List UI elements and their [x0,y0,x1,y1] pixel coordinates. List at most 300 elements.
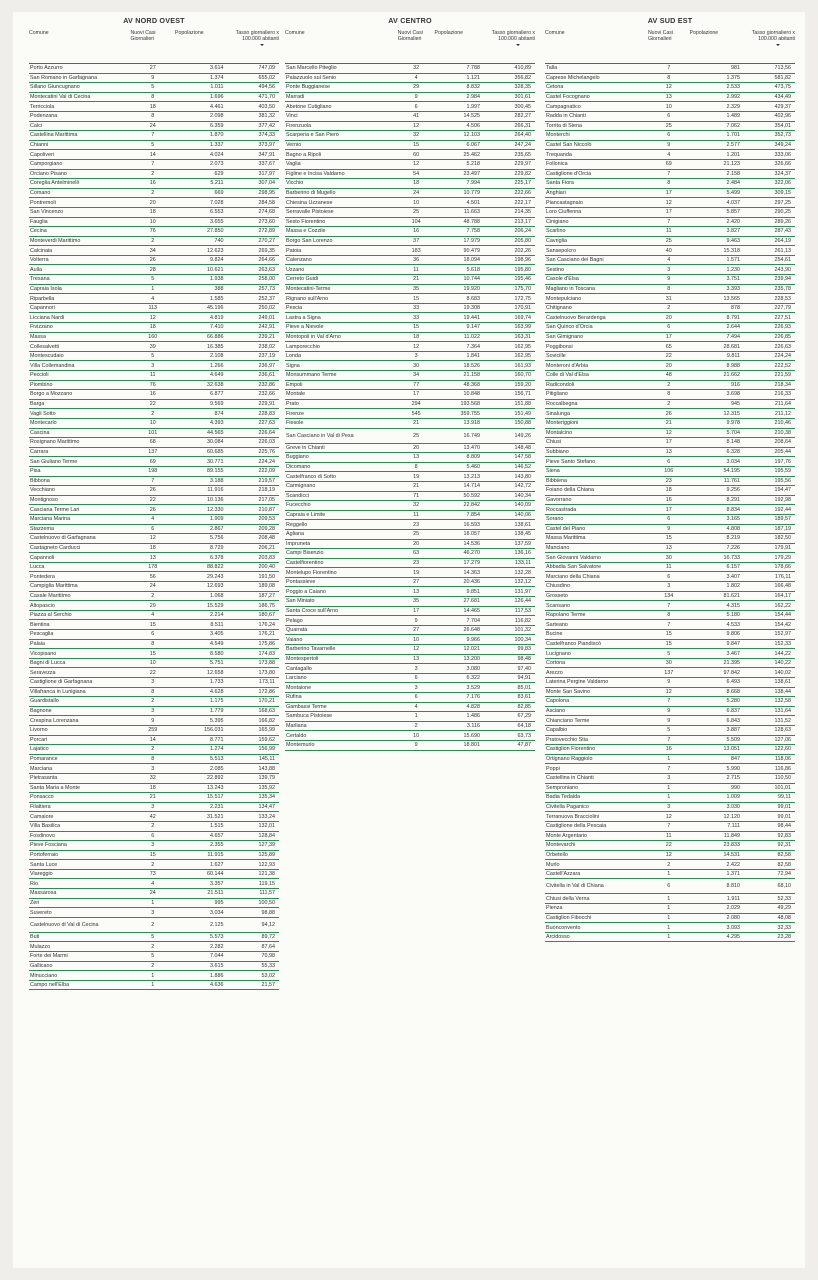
header-comune[interactable]: Comune [29,30,130,64]
table-row [285,236,535,246]
header-popolazione[interactable]: Popolazione [434,30,485,64]
popolazione-cell: 9.806 [690,630,746,640]
header-comune[interactable]: Comune [545,30,648,64]
nuovi-casi-cell: 137 [130,447,175,457]
tasso-cell: 191,50 [229,572,279,582]
tasso-cell: 170,21 [229,697,279,707]
table-row [545,764,795,774]
tasso-cell: 85,01 [486,683,535,693]
popolazione-cell: 3.093 [690,923,746,933]
comune-cell: Vecchiano [29,486,130,496]
comune-cell: Badia Tedalda [545,793,648,803]
comune-cell: Ortignano Raggiolo [545,754,648,764]
tasso-cell: 236,97 [229,361,279,371]
comune-cell: Patoia [285,246,398,256]
tasso-cell: 211,12 [746,409,795,419]
header-nuovi-casi[interactable]: Nuovi Casi Giornalieri [130,30,175,64]
tasso-cell: 205,44 [746,447,795,457]
comune-cell: Capraia Isola [29,284,130,294]
nuovi-casi-cell: 9 [648,524,690,534]
comune-cell: Sestino [545,265,648,275]
table-row [285,169,535,179]
nuovi-casi-cell: 18 [130,102,175,112]
popolazione-cell: 18.801 [434,740,485,750]
table-row [545,802,795,812]
comune-cell: Terranuova Bracciolini [545,812,648,822]
comune-cell: Prato [285,399,398,409]
nuovi-casi-cell: 178 [130,562,175,572]
table-row [285,510,535,520]
table-row [29,255,279,265]
comune-cell: Quarrata [285,625,398,635]
nuovi-casi-cell: 3 [398,664,435,674]
tasso-cell: 195,80 [486,265,535,275]
nuovi-casi-cell: 21 [398,418,435,428]
popolazione-cell: 2.073 [175,159,229,169]
table-row [29,466,279,476]
comune-cell: Anghiari [545,188,648,198]
tasso-cell: 132,28 [486,568,535,578]
nuovi-casi-cell: 22 [130,399,175,409]
tasso-cell: 49,29 [746,904,795,914]
comune-cell: Castelfranco di Sotto [285,472,398,482]
popolazione-cell: 8.810 [690,879,746,894]
table-row [285,577,535,587]
nuovi-casi-cell: 6 [648,514,690,524]
tasso-cell: 48,08 [746,913,795,923]
nuovi-casi-cell: 16 [648,745,690,755]
tasso-cell: 169,74 [486,313,535,323]
table-row [29,159,279,169]
comune-cell: Castiglione d'Orcia [545,169,648,179]
nuovi-casi-cell: 13 [398,654,435,664]
tasso-cell: 156,99 [229,745,279,755]
comune-cell: Cortona [545,658,648,668]
comune-cell: Rignano sull'Arno [285,294,398,304]
nuovi-casi-cell: 9 [648,275,690,285]
popolazione-cell: 9.147 [434,323,485,333]
comune-cell: Bientina [29,620,130,630]
nuovi-casi-cell: 2 [648,860,690,870]
nuovi-casi-cell: 545 [398,409,435,419]
nuovi-casi-cell: 10 [130,418,175,428]
tasso-cell: 219,57 [229,476,279,486]
nuovi-casi-cell: 27 [398,577,435,587]
popolazione-cell: 3.034 [175,908,229,918]
popolazione-cell: 3.827 [690,227,746,237]
popolazione-cell: 21.511 [175,889,229,899]
nuovi-casi-cell: 3 [130,764,175,774]
comune-cell: Fucecchio [285,501,398,511]
table-row [29,342,279,352]
table-row [29,514,279,524]
tasso-cell: 410,89 [486,64,535,74]
header-tasso[interactable]: Tasso giornaliero x 100.000 abitanti [229,30,279,64]
table-row [285,159,535,169]
comune-cell: Suvereto [29,908,130,918]
table-row [285,371,535,381]
table-row [29,764,279,774]
nuovi-casi-cell: 11 [648,227,690,237]
table-row [29,572,279,582]
tasso-cell: 128,63 [746,725,795,735]
comune-cell: Vernio [285,140,398,150]
table-row [29,553,279,563]
comune-cell: Castell'Azzara [545,869,648,879]
popolazione-cell: 3.405 [175,630,229,640]
comune-cell: Dicomano [285,462,398,472]
tasso-cell: 164,17 [746,591,795,601]
header-nuovi-casi[interactable]: Nuovi Casi Giornalieri [398,30,435,64]
popolazione-cell: 4.501 [434,198,485,208]
nuovi-casi-cell: 5 [130,83,175,93]
tasso-cell: 140,06 [486,510,535,520]
popolazione-cell: 48.368 [434,380,485,390]
nuovi-casi-cell: 11 [398,510,435,520]
comune-cell: Murlo [545,860,648,870]
area-title: AV SUD EST [647,16,693,25]
table-row [545,706,795,716]
table-row [285,664,535,674]
nuovi-casi-cell: 1 [130,898,175,908]
table-row [285,472,535,482]
tasso-cell: 298,95 [229,188,279,198]
comune-cell: Bucine [545,630,648,640]
popolazione-cell: 1.068 [175,591,229,601]
nuovi-casi-cell: 8 [648,610,690,620]
table-row [29,534,279,544]
tasso-cell: 92,31 [746,841,795,851]
nuovi-casi-cell: 3 [130,908,175,918]
comune-cell: Arcidosso [545,932,648,942]
popolazione-cell: 2.422 [690,860,746,870]
table-row [29,447,279,457]
tasso-cell: 226,85 [746,332,795,342]
tasso-cell: 297,25 [746,198,795,208]
comune-cell: Pieve a Nievole [285,323,398,333]
nuovi-casi-cell: 11 [398,265,435,275]
table-row [285,207,535,217]
tasso-cell: 138,44 [746,687,795,697]
table-row [29,658,279,668]
popolazione-cell: 5.618 [434,265,485,275]
comune-cell: Montecarlo [29,418,130,428]
table-row [545,620,795,630]
table-row [545,294,795,304]
table-row [545,630,795,640]
header-nuovi-casi[interactable]: Nuovi Casi Giornalieri [648,30,690,64]
table-row [545,514,795,524]
header-comune[interactable]: Comune [285,30,398,64]
comune-cell: Pescia [285,303,398,313]
tasso-cell: 166,82 [229,716,279,726]
popolazione-cell: 3.188 [175,476,229,486]
popolazione-cell: 2.158 [690,169,746,179]
comune-cell: Porcari [29,735,130,745]
tasso-cell: 180,67 [229,610,279,620]
tasso-cell: 165,99 [229,725,279,735]
comune-cell: Massarosa [29,889,130,899]
popolazione-cell: 6.877 [175,390,229,400]
popolazione-cell: 916 [690,380,746,390]
comune-cell: Vicchio [285,179,398,189]
table-row [545,754,795,764]
popolazione-cell: 10.744 [434,275,485,285]
popolazione-cell: 1.486 [434,712,485,722]
nuovi-casi-cell: 17 [648,438,690,448]
table-row [545,658,795,668]
popolazione-cell: 1.337 [175,140,229,150]
tasso-cell: 210,87 [229,505,279,515]
nuovi-casi-cell: 6 [130,524,175,534]
nuovi-casi-cell: 11 [648,562,690,572]
popolazione-cell: 878 [690,303,746,313]
tasso-cell: 225,17 [486,179,535,189]
nuovi-casi-cell: 23 [648,476,690,486]
popolazione-cell: 5.395 [175,716,229,726]
tasso-cell: 116,86 [746,764,795,774]
nuovi-casi-cell: 12 [398,645,435,655]
comune-cell: Cerreto Guidi [285,275,398,285]
tasso-cell: 228,83 [229,409,279,419]
comune-cell: Aulla [29,265,130,275]
nuovi-casi-cell: 16 [648,495,690,505]
tasso-cell: 154,42 [746,620,795,630]
table-row [545,716,795,726]
popolazione-cell: 5.211 [175,179,229,189]
popolazione-cell: 13.051 [690,745,746,755]
popolazione-cell: 23.833 [690,841,746,851]
table-row [285,227,535,237]
comune-cell: Caprese Michelangelo [545,73,648,83]
tasso-cell: 179,29 [746,553,795,563]
table-row [545,64,795,74]
table-row [545,207,795,217]
nuovi-casi-cell: 22 [648,841,690,851]
table-row [545,601,795,611]
popolazione-cell: 1.230 [690,265,746,275]
tasso-cell: 227,63 [229,418,279,428]
comune-cell: Monte San Savino [545,687,648,697]
nuovi-casi-cell: 25 [648,236,690,246]
table-row [29,399,279,409]
popolazione-cell: 2.231 [175,802,229,812]
popolazione-cell: 7.364 [434,342,485,352]
nuovi-casi-cell: 13 [130,553,175,563]
comune-cell: Colle di Val d'Elsa [545,371,648,381]
table-row [545,428,795,438]
table-row [545,831,795,841]
comune-cell: Lucignano [545,649,648,659]
tasso-cell: 132,01 [229,821,279,831]
table-row [29,620,279,630]
popolazione-cell: 4.628 [175,687,229,697]
popolazione-cell: 3.467 [690,649,746,659]
table-row [285,275,535,285]
comune-cell: Torrita di Siena [545,121,648,131]
area-nord-ovest [29,16,279,990]
comune-cell: Castel del Piano [545,524,648,534]
table-row [545,745,795,755]
comune-cell: Sillano Giuncugnano [29,83,130,93]
nuovi-casi-cell: 18 [130,543,175,553]
tasso-cell: 264,19 [746,236,795,246]
tasso-cell: 163,99 [486,323,535,333]
table-row [29,668,279,678]
popolazione-cell: 15.690 [434,731,485,741]
table-row [29,524,279,534]
comune-cell: Cetona [545,83,648,93]
nuovi-casi-cell: 32 [398,501,435,511]
popolazione-cell: 5.756 [175,534,229,544]
popolazione-cell: 3.034 [690,457,746,467]
tasso-cell: 254,61 [746,255,795,265]
nuovi-casi-cell: 6 [648,131,690,141]
comune-cell: Sansepolcro [545,246,648,256]
table-row [545,121,795,131]
tasso-cell: 101,01 [746,783,795,793]
tasso-cell: 217,05 [229,495,279,505]
nuovi-casi-cell: 4 [648,150,690,160]
comune-cell: Signa [285,361,398,371]
comune-cell: Poggio a Caiano [285,587,398,597]
tasso-cell: 216,33 [746,390,795,400]
nuovi-casi-cell: 10 [130,658,175,668]
popolazione-cell: 4.636 [175,980,229,990]
comune-cell: Santa Croce sull'Arno [285,606,398,616]
popolazione-cell: 5.218 [434,159,485,169]
header-tasso[interactable]: Tasso giornaliero x 100.000 abitanti [486,30,535,64]
table-row [545,140,795,150]
comune-cell: Pietrasanta [29,773,130,783]
table-row [285,313,535,323]
comune-cell: Loro Ciuffenna [545,207,648,217]
table-row [29,678,279,688]
nuovi-casi-cell: 4 [130,879,175,889]
comune-cell: Manciano [545,543,648,553]
popolazione-cell: 5.280 [690,697,746,707]
table-row [29,380,279,390]
popolazione-cell: 2.125 [175,917,229,932]
table-row [545,649,795,659]
comune-cell: Vaglia [285,159,398,169]
popolazione-cell: 25.462 [434,150,485,160]
popolazione-cell: 1.779 [175,706,229,716]
nuovi-casi-cell: 2 [130,169,175,179]
popolazione-cell: 1.489 [690,111,746,121]
popolazione-cell: 1.997 [434,102,485,112]
table-row [285,635,535,645]
comune-cell: Mulazzo [29,942,130,952]
header-popolazione[interactable]: Popolazione [175,30,229,64]
comune-cell: Follonica [545,159,648,169]
popolazione-cell: 3.030 [690,802,746,812]
nuovi-casi-cell: 3 [648,773,690,783]
nuovi-casi-cell: 6 [130,630,175,640]
comune-cell: Villa Collemandina [29,361,130,371]
nuovi-casi-cell: 7 [130,131,175,141]
header-popolazione[interactable]: Popolazione [690,30,746,64]
header-tasso[interactable]: Tasso giornaliero x 100.000 abitanti [746,30,795,64]
nuovi-casi-cell: 12 [398,121,435,131]
nuovi-casi-cell: 34 [130,246,175,256]
tasso-cell: 143,80 [486,472,535,482]
nuovi-casi-cell: 294 [398,399,435,409]
popolazione-cell: 1.009 [690,793,746,803]
area-title: AV NORD OVEST [123,16,185,25]
popolazione-cell: 8.791 [690,313,746,323]
nuovi-casi-cell: 21 [398,481,435,491]
table-row [29,793,279,803]
comune-cell: Castelfiorentino [285,558,398,568]
tasso-cell: 173,80 [229,668,279,678]
popolazione-cell: 1.585 [175,294,229,304]
popolazione-cell: 1.374 [175,73,229,83]
comune-cell: Cinigiano [545,217,648,227]
tasso-cell: 186,75 [229,601,279,611]
popolazione-cell: 3.655 [175,217,229,227]
comune-cell: Pelago [285,616,398,626]
popolazione-cell: 1.274 [175,745,229,755]
nuovi-casi-cell: 9 [648,140,690,150]
comune-cell: Subbiano [545,447,648,457]
tasso-cell: 99,83 [486,645,535,655]
comune-cell: Marciana Marina [29,514,130,524]
tasso-cell: 116,82 [486,616,535,626]
popolazione-cell: 2.214 [175,610,229,620]
table-row [29,111,279,121]
table-row [545,869,795,879]
comune-cell: Santa Luce [29,860,130,870]
comune-cell: Casale Marittimo [29,591,130,601]
table-row [29,265,279,275]
table-row [545,466,795,476]
table-row [29,898,279,908]
table-row [545,169,795,179]
comune-cell: Abetone Cutigliano [285,102,398,112]
popolazione-cell: 945 [690,399,746,409]
tasso-cell: 210,46 [746,418,795,428]
nuovi-casi-cell: 5 [130,932,175,942]
nuovi-casi-cell: 1 [648,913,690,923]
popolazione-cell: 9.824 [175,255,229,265]
popolazione-cell: 21.123 [690,159,746,169]
tasso-cell: 227,79 [746,303,795,313]
table-row [29,971,279,981]
comune-cell: Barga [29,399,130,409]
comune-cell: Piombino [29,380,130,390]
comune-cell: Massa [29,332,130,342]
tasso-cell: 270,27 [229,236,279,246]
popolazione-cell: 5.857 [690,207,746,217]
nuovi-casi-cell: 24 [398,188,435,198]
nuovi-casi-cell: 21 [130,793,175,803]
table-row [29,476,279,486]
tasso-cell: 226,03 [229,438,279,448]
popolazione-cell: 3.357 [175,879,229,889]
popolazione-cell: 2.984 [434,92,485,102]
nuovi-casi-cell: 7 [648,697,690,707]
tasso-cell: 192,98 [746,495,795,505]
nuovi-casi-cell: 9 [130,716,175,726]
tasso-cell: 133,11 [486,558,535,568]
table-row [285,683,535,693]
popolazione-cell: 3.698 [690,390,746,400]
popolazione-cell: 2.867 [175,524,229,534]
sort-desc-icon [776,44,780,46]
tasso-cell: 242,91 [229,323,279,333]
table-row [545,111,795,121]
